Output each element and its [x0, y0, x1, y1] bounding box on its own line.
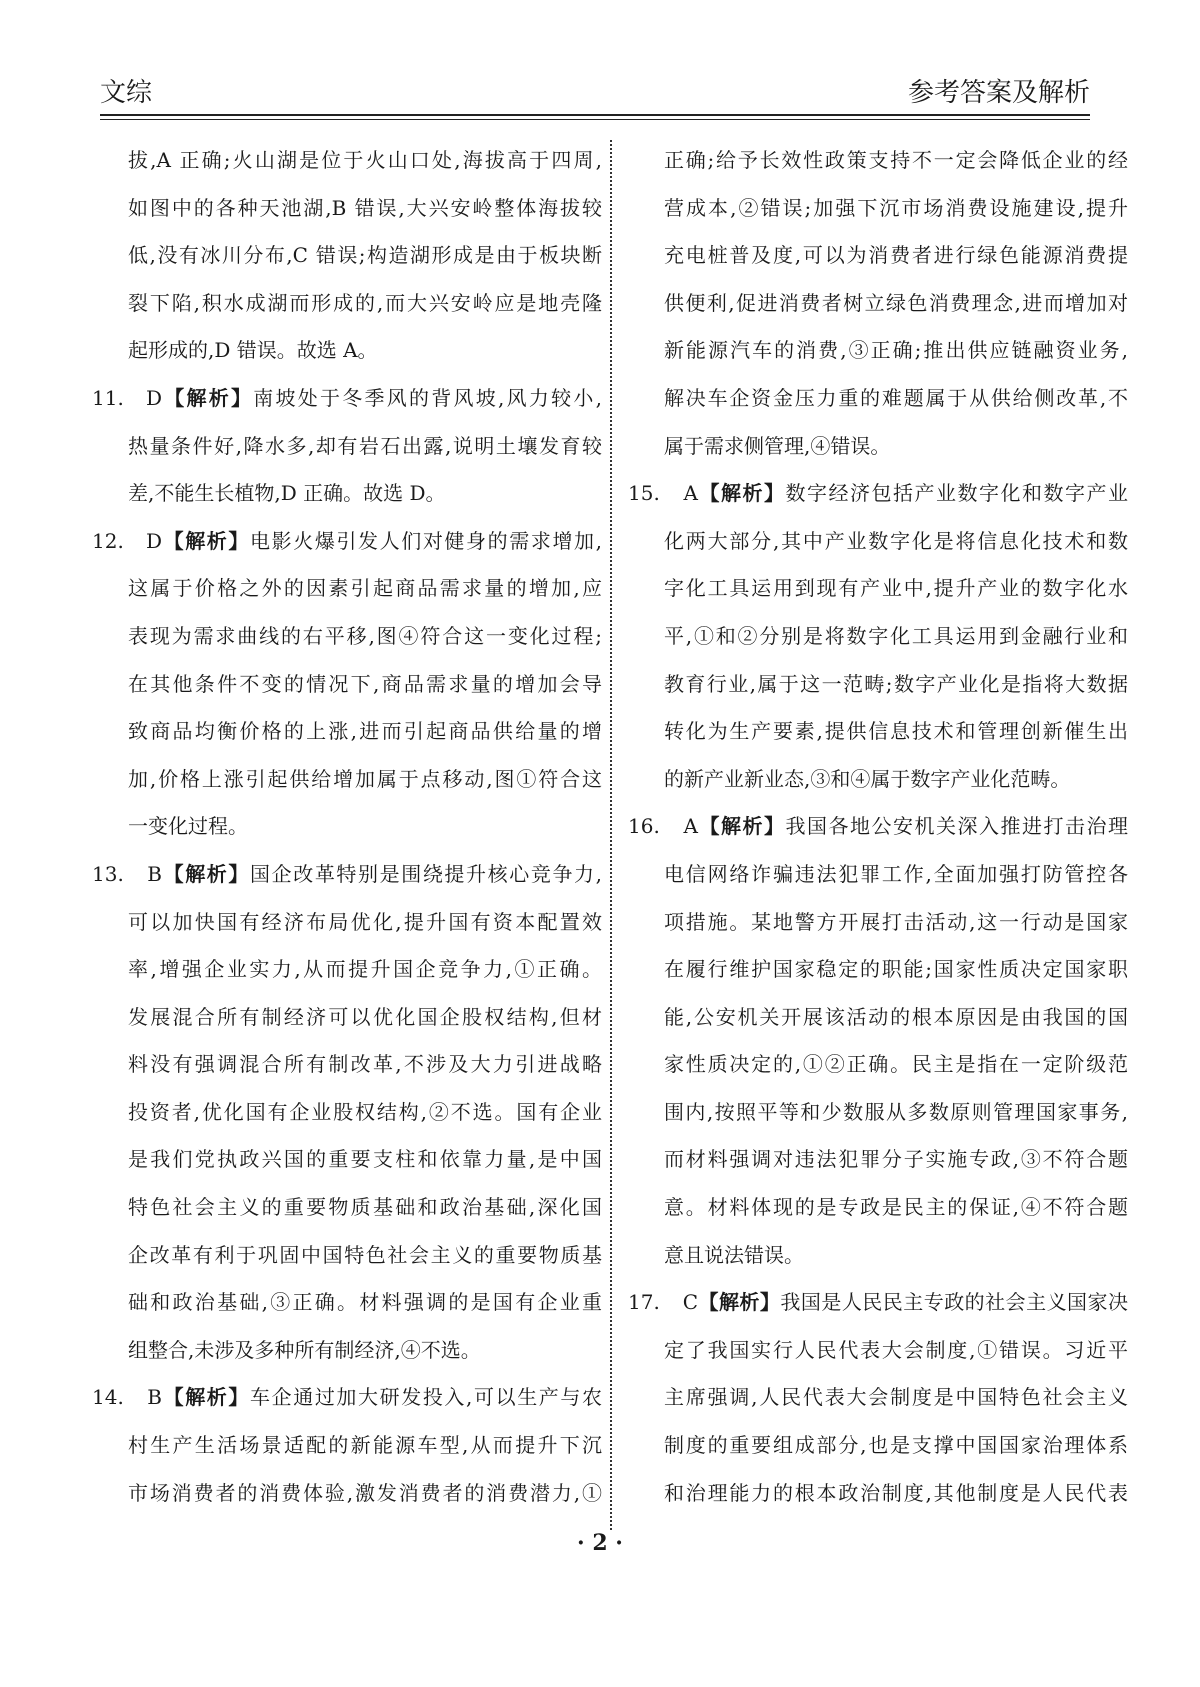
header-rule: [100, 114, 1090, 116]
text-line: [628, 899, 1128, 947]
line-text: 制度的重要组成部分,也是支撑中国国家治理体系: [664, 1433, 1128, 1458]
line-text: 料没有强调混合所有制改革,不涉及大力引进战略: [128, 1052, 602, 1077]
line-text: 定了我国实行人民代表大会制度,①错误。习近平: [664, 1337, 1128, 1362]
line-text: 市场消费者的消费体验,激发消费者的消费潜力,①: [128, 1480, 602, 1505]
line-text: 础和政治基础,③正确。材料强调的是国有企业重: [128, 1290, 602, 1315]
line-text: 南坡处于冬季风的背风坡,风力较小,: [253, 385, 603, 410]
text-line: [92, 1422, 602, 1470]
line-text: 化两大部分,其中产业数字化是将信息化技术和数: [664, 528, 1128, 553]
line-text: 围内,按照平等和少数服从多数原则管理国家事务,: [664, 1099, 1128, 1124]
text-line: [628, 708, 1128, 756]
line-text: 项措施。某地警方开展打击活动,这一行动是国家: [664, 909, 1128, 934]
subject-label: 文综: [100, 78, 153, 108]
text-line: [92, 375, 602, 423]
line-text: 热量条件好,降水多,却有岩石出露,说明土壤发育较: [128, 433, 602, 458]
line-text: 新能源汽车的消费,③正确;推出供应链融资业务,: [664, 338, 1128, 363]
line-text: 我国是人民民主专政的社会主义国家决: [780, 1290, 1129, 1315]
line-text: 率,增强企业实力,从而提升国企竞争力,①正确。: [128, 957, 602, 982]
line-text: 是我们党执政兴国的重要支柱和依靠力量,是中国: [128, 1147, 602, 1172]
text-line: [92, 137, 602, 185]
line-text: 属于需求侧管理,④错误。: [664, 433, 891, 458]
line-text: 电信网络诈骗违法犯罪工作,全面加强打防管控各: [664, 861, 1128, 886]
text-line: [628, 518, 1128, 566]
line-text: 低,没有冰川分布,C 错误;构造湖形成是由于板块断: [128, 243, 602, 268]
analysis-tag: 【解析】: [162, 528, 251, 553]
text-line: [92, 1327, 602, 1375]
line-text: 主席强调,人民代表大会制度是中国特色社会主义: [664, 1385, 1128, 1410]
text-line: [628, 232, 1128, 280]
text-line: [628, 470, 1128, 518]
line-text: 车企通过加大研发投入,可以生产与农: [250, 1385, 603, 1410]
text-line: [92, 1184, 602, 1232]
line-text: 这属于价格之外的因素引起商品需求量的增加,应: [128, 576, 602, 601]
line-text: 起形成的,D 错误。故选 A。: [128, 338, 378, 363]
line-text: 特色社会主义的重要物质基础和政治基础,深化国: [128, 1195, 602, 1220]
line-text: 在履行维护国家稳定的职能;国家性质决定国家职: [664, 957, 1128, 982]
line-text: 可以加快国有经济布局优化,提升国有资本配置效: [128, 909, 602, 934]
text-line: [92, 185, 602, 233]
text-line: [628, 1089, 1128, 1137]
line-text: 意且说法错误。: [664, 1242, 804, 1267]
text-line: [628, 280, 1128, 328]
text-line: [628, 375, 1128, 423]
text-line: [92, 1232, 602, 1280]
line-text: 致商品均衡价格的上涨,进而引起商品供给量的增: [128, 719, 602, 744]
text-line: [92, 851, 602, 899]
text-line: [92, 803, 602, 851]
header-rule-thin: [100, 119, 1090, 120]
line-text: 解决车企资金压力重的难题属于从供给侧改革,不: [664, 385, 1128, 410]
text-line: [92, 613, 602, 661]
analysis-tag: 【解析】: [698, 1290, 781, 1315]
text-line: [628, 1470, 1128, 1518]
answer-number: 15. A: [628, 481, 698, 506]
text-line: [628, 1279, 1128, 1327]
text-line: [92, 946, 602, 994]
text-line: [628, 1136, 1128, 1184]
text-line: [92, 661, 602, 709]
line-text: 如图中的各种天池湖,B 错误,大兴安岭整体海拔较: [128, 195, 602, 220]
analysis-tag: 【解析】: [162, 861, 251, 886]
line-text: 充电桩普及度,可以为消费者进行绿色能源消费提: [664, 243, 1128, 268]
text-line: [92, 280, 602, 328]
left-column: [92, 137, 602, 1517]
text-line: [92, 994, 602, 1042]
text-line: [628, 1232, 1128, 1280]
line-text: 平,①和②分别是将数字化工具运用到金融行业和: [664, 623, 1128, 648]
line-text: 企改革有利于巩固中国特色社会主义的重要物质基: [128, 1242, 602, 1267]
text-line: [628, 137, 1128, 185]
line-text: 国企改革特别是围绕提升核心竞争力,: [250, 861, 603, 886]
line-text: 投资者,优化国有企业股权结构,②不选。国有企业: [128, 1099, 602, 1124]
text-line: [92, 1470, 602, 1518]
text-line: [92, 327, 602, 375]
line-text: 而材料强调对违法犯罪分子实施专政,③不符合题: [664, 1147, 1128, 1172]
text-line: [92, 1374, 602, 1422]
text-line: [92, 470, 602, 518]
answer-number: 16. A: [628, 814, 698, 839]
answer-number: 12. D: [92, 528, 162, 553]
line-text: 在其他条件不变的情况下,商品需求量的增加会导: [128, 671, 602, 696]
text-line: [92, 1089, 602, 1137]
text-line: [628, 1184, 1128, 1232]
text-line: [92, 1136, 602, 1184]
text-line: [92, 565, 602, 613]
text-line: [92, 1279, 602, 1327]
analysis-tag: 【解析】: [698, 814, 786, 839]
text-line: [92, 518, 602, 566]
text-line: [628, 851, 1128, 899]
text-line: [92, 1041, 602, 1089]
text-line: [628, 1041, 1128, 1089]
text-line: [92, 756, 602, 804]
line-text: 能,公安机关开展该活动的根本原因是由我国的国: [664, 1004, 1128, 1029]
line-text: 加,价格上涨引起供给增加属于点移动,图①符合这: [128, 766, 602, 791]
text-line: [628, 994, 1128, 1042]
line-text: 表现为需求曲线的右平移,图④符合这一变化过程;: [128, 623, 602, 648]
text-line: [628, 185, 1128, 233]
line-text: 组整合,未涉及多种所有制经济,④不选。: [128, 1337, 481, 1362]
line-text: 村生产生活场景适配的新能源车型,从而提升下沉: [128, 1433, 602, 1458]
answer-number: 13. B: [92, 861, 162, 886]
line-text: 发展混合所有制经济可以优化国企股权结构,但材: [128, 1004, 602, 1029]
text-line: [92, 899, 602, 947]
answer-number: 14. B: [92, 1385, 162, 1410]
column-divider: [610, 140, 612, 1530]
line-text: 正确;给予长效性政策支持不一定会降低企业的经: [664, 148, 1128, 172]
text-line: [628, 803, 1128, 851]
text-line: [92, 423, 602, 471]
page-header: [100, 72, 1090, 112]
text-line: [628, 423, 1128, 471]
line-text: 拔,A 正确;火山湖是位于火山口处,海拔高于四周,: [128, 148, 602, 172]
text-line: [628, 613, 1128, 661]
text-line: [628, 1374, 1128, 1422]
text-line: [628, 327, 1128, 375]
line-text: 家性质决定的,①②正确。民主是指在一定阶级范: [664, 1052, 1128, 1077]
text-line: [628, 565, 1128, 613]
line-text: 字化工具运用到现有产业中,提升产业的数字化水: [664, 576, 1128, 601]
text-line: [92, 708, 602, 756]
line-text: 我国各地公安机关深入推进打击治理: [785, 814, 1128, 839]
line-text: 差,不能生长植物,D 正确。故选 D。: [128, 481, 446, 506]
line-text: 的新产业新业态,③和④属于数字产业化范畴。: [664, 766, 1071, 791]
answer-number: 17. C: [628, 1290, 698, 1315]
text-line: [628, 946, 1128, 994]
text-line: [628, 1327, 1128, 1375]
line-text: 意。材料体现的是专政是民主的保证,④不符合题: [664, 1195, 1128, 1220]
text-line: [628, 1422, 1128, 1470]
line-text: 教育行业,属于这一范畴;数字产业化是指将大数据: [664, 671, 1128, 696]
text-line: [628, 756, 1128, 804]
line-text: 供便利,促进消费者树立绿色消费理念,进而增加对: [664, 290, 1128, 315]
line-text: 和治理能力的根本政治制度,其他制度是人民代表: [664, 1480, 1128, 1505]
line-text: 电影火爆引发人们对健身的需求增加,: [250, 528, 603, 553]
line-text: 数字经济包括产业数字化和数字产业: [785, 481, 1128, 506]
header-title: 参考答案及解析: [907, 78, 1090, 108]
analysis-tag: 【解析】: [162, 385, 254, 410]
page-number: · 2 ·: [577, 1530, 623, 1556]
text-line: [92, 232, 602, 280]
line-text: 转化为生产要素,提供信息技术和管理创新催生出: [664, 719, 1128, 744]
line-text: 一变化过程。: [128, 814, 248, 839]
line-text: 裂下陷,积水成湖而形成的,而大兴安岭应是地壳隆: [128, 290, 602, 315]
analysis-tag: 【解析】: [162, 1385, 251, 1410]
right-column: [628, 137, 1128, 1517]
analysis-tag: 【解析】: [698, 481, 786, 506]
text-line: [628, 661, 1128, 709]
line-text: 营成本,②错误;加强下沉市场消费设施建设,提升: [664, 195, 1128, 220]
answer-number: 11. D: [92, 385, 162, 410]
